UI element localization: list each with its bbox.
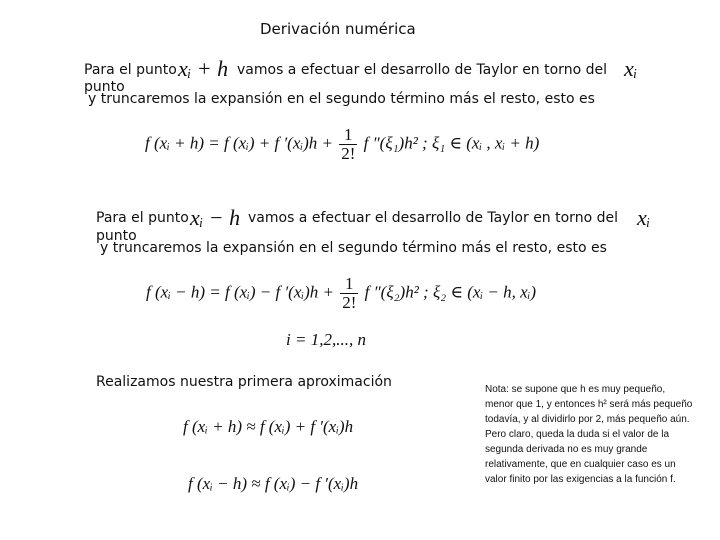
section2-intro-prefix-cont: punto: [96, 228, 137, 244]
section2-eq-rhs: f ″(ξ₂)h² ; ξ₂ ∈ (xᵢ − h, xᵢ): [364, 282, 536, 302]
section2-intro-line2: y truncaremos la expansión en el segundo término más el resto, esto es: [100, 240, 607, 256]
note-text: Nota: se supone que h es muy pequeño, menor que 1, y entonces h² será más pequeño todavía, y al dividirlo por 2, más pequeño aún. Pero claro, queda la duda si el valor de la segunda derivada no es muy grande relativamente, que en cualquier caso es un valor finito por las exigencias a la función f.: [485, 384, 693, 485]
section1-intro-line2: y truncaremos la expansión en el segundo término más el resto, esto es: [88, 91, 595, 107]
section2-eq-fraction: [340, 275, 358, 312]
section1-point-formula: xᵢ + h: [178, 56, 229, 81]
index-range: i = 1,2,..., n: [286, 330, 366, 349]
backward-approximation-formula: f (xᵢ − h) ≈ f (xᵢ) − f ′(xᵢ)h: [188, 474, 359, 493]
section1-eq-fraction: [339, 126, 357, 163]
approximation-heading: Realizamos nuestra primera aproximación: [96, 374, 392, 390]
section2-taylor-equation: [146, 275, 536, 312]
page-title: Derivación numérica: [260, 20, 416, 38]
section1-eq-rhs: f ″(ξ₁)h² ; ξ₁ ∈ (xᵢ , xᵢ + h): [363, 133, 540, 153]
section1-intro-prefix-cont: punto: [84, 79, 125, 95]
section2-point-formula: xᵢ − h: [190, 205, 241, 230]
section1-eq-frac-den: 2!: [341, 143, 356, 163]
section1-intro-suffix: vamos a efectuar el desarrollo de Taylor en torno del: [237, 62, 607, 78]
section2-expansion-point: xᵢ: [637, 205, 651, 230]
section1-intro-prefix: Para el punto: [84, 62, 177, 78]
section2-eq-frac-num: 1: [340, 275, 358, 294]
section2-intro-prefix: Para el punto: [96, 210, 189, 226]
section2-intro-suffix: vamos a efectuar el desarrollo de Taylor en torno del: [248, 210, 618, 226]
section2-eq-lhs: f (xᵢ − h) = f (xᵢ) − f ′(xᵢ)h +: [146, 282, 334, 302]
forward-approximation-formula: f (xᵢ + h) ≈ f (xᵢ) + f ′(xᵢ)h: [183, 417, 354, 436]
section1-eq-frac-num: 1: [339, 126, 357, 145]
section1-expansion-point: xᵢ: [624, 56, 638, 81]
section2-eq-frac-den: 2!: [342, 292, 357, 312]
section1-taylor-equation: [145, 126, 539, 163]
section1-eq-lhs: f (xᵢ + h) = f (xᵢ) + f ′(xᵢ)h +: [145, 133, 333, 153]
